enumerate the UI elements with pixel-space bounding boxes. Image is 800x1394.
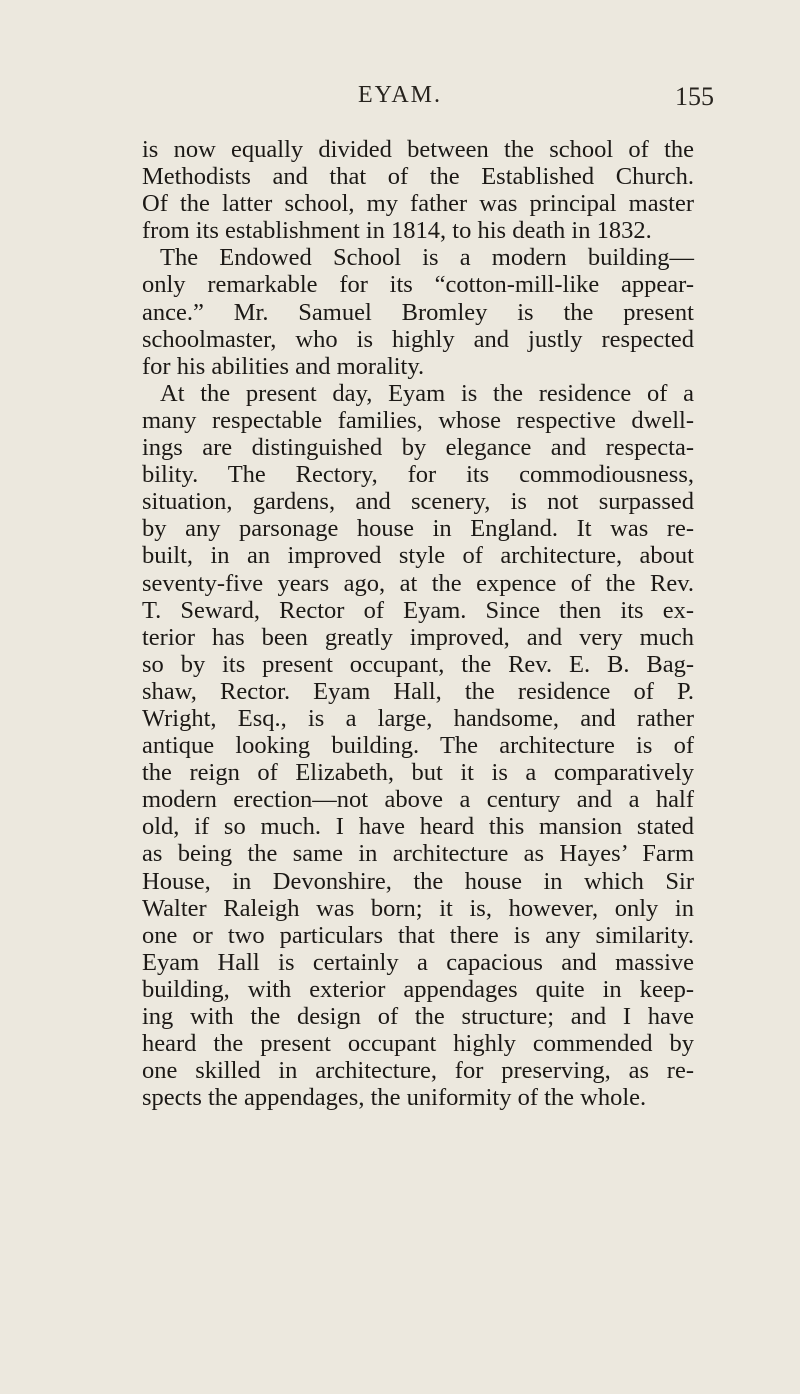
text-line: spects the appendages, the uniformity of the whole. bbox=[142, 1084, 647, 1112]
text-line: Wright, Esq., is a large, handsome, and rather bbox=[142, 704, 694, 732]
text-line: terior has been greatly improved, and very much bbox=[142, 623, 694, 651]
text-line: old, if so much. I have heard this mansion stated bbox=[142, 813, 694, 841]
text-line: built, in an improved style of architecture, about bbox=[142, 542, 694, 570]
text-line: is now equally divided between the school of the bbox=[142, 136, 694, 163]
text-line: building, with exterior appendages quite in keep- bbox=[142, 975, 694, 1003]
text-line: by any parsonage house in England. It was re- bbox=[142, 515, 694, 543]
text-line: bility. The Rectory, for its commodiousness, bbox=[142, 461, 694, 489]
text-line: as being the same in architecture as Hayes’ Farm bbox=[142, 840, 694, 868]
text-line: schoolmaster, who is highly and justly respected bbox=[142, 325, 694, 353]
text-line: The Endowed School is a modern building— bbox=[160, 244, 694, 272]
page-number: 155 bbox=[675, 82, 714, 111]
text-line: so by its present occupant, the Rev. E. B. Bag- bbox=[142, 650, 694, 678]
page-header bbox=[0, 82, 800, 114]
running-head: EYAM. bbox=[357, 82, 442, 108]
text-line: situation, gardens, and scenery, is not surpassed bbox=[142, 488, 694, 516]
text-line: many respectable families, whose respective dwell- bbox=[142, 406, 694, 434]
text-line: ance.” Mr. Samuel Bromley is the present bbox=[142, 298, 694, 326]
text-line: ings are distinguished by elegance and respecta- bbox=[142, 434, 694, 462]
text-line: one or two particulars that there is any similarity. bbox=[142, 921, 694, 949]
text-line: modern erection—not above a century and a half bbox=[142, 786, 694, 814]
text-line: for his abilities and morality. bbox=[142, 352, 425, 380]
text-line: antique looking building. The architecture is of bbox=[142, 732, 694, 760]
text-line: House, in Devonshire, the house in which Sir bbox=[142, 867, 694, 895]
text-line: Eyam Hall is certainly a capacious and massive bbox=[142, 948, 694, 976]
text-line: from its establishment in 1814, to his death in 1832. bbox=[142, 217, 652, 245]
text-line: seventy-five years ago, at the expence of the Rev. bbox=[142, 569, 694, 597]
text-line: one skilled in architecture, for preserving, as re- bbox=[142, 1057, 694, 1085]
text-line: T. Seward, Rector of Eyam. Since then its ex- bbox=[142, 596, 694, 624]
text-line: heard the present occupant highly commended by bbox=[142, 1030, 694, 1058]
text-line: ing with the design of the structure; and I have bbox=[142, 1003, 694, 1030]
text-line: only remarkable for its “cotton-mill-like appear- bbox=[142, 271, 694, 299]
body-text bbox=[142, 136, 694, 1111]
text-line: shaw, Rector. Eyam Hall, the residence of P. bbox=[142, 677, 694, 705]
text-line: Walter Raleigh was born; it is, however, only in bbox=[142, 894, 694, 922]
text-line: Of the latter school, my father was principal master bbox=[142, 190, 694, 218]
text-line: At the present day, Eyam is the residence of a bbox=[160, 379, 694, 407]
text-line: Methodists and that of the Established Church. bbox=[142, 163, 694, 191]
text-line: the reign of Elizabeth, but it is a comparatively bbox=[142, 759, 694, 787]
